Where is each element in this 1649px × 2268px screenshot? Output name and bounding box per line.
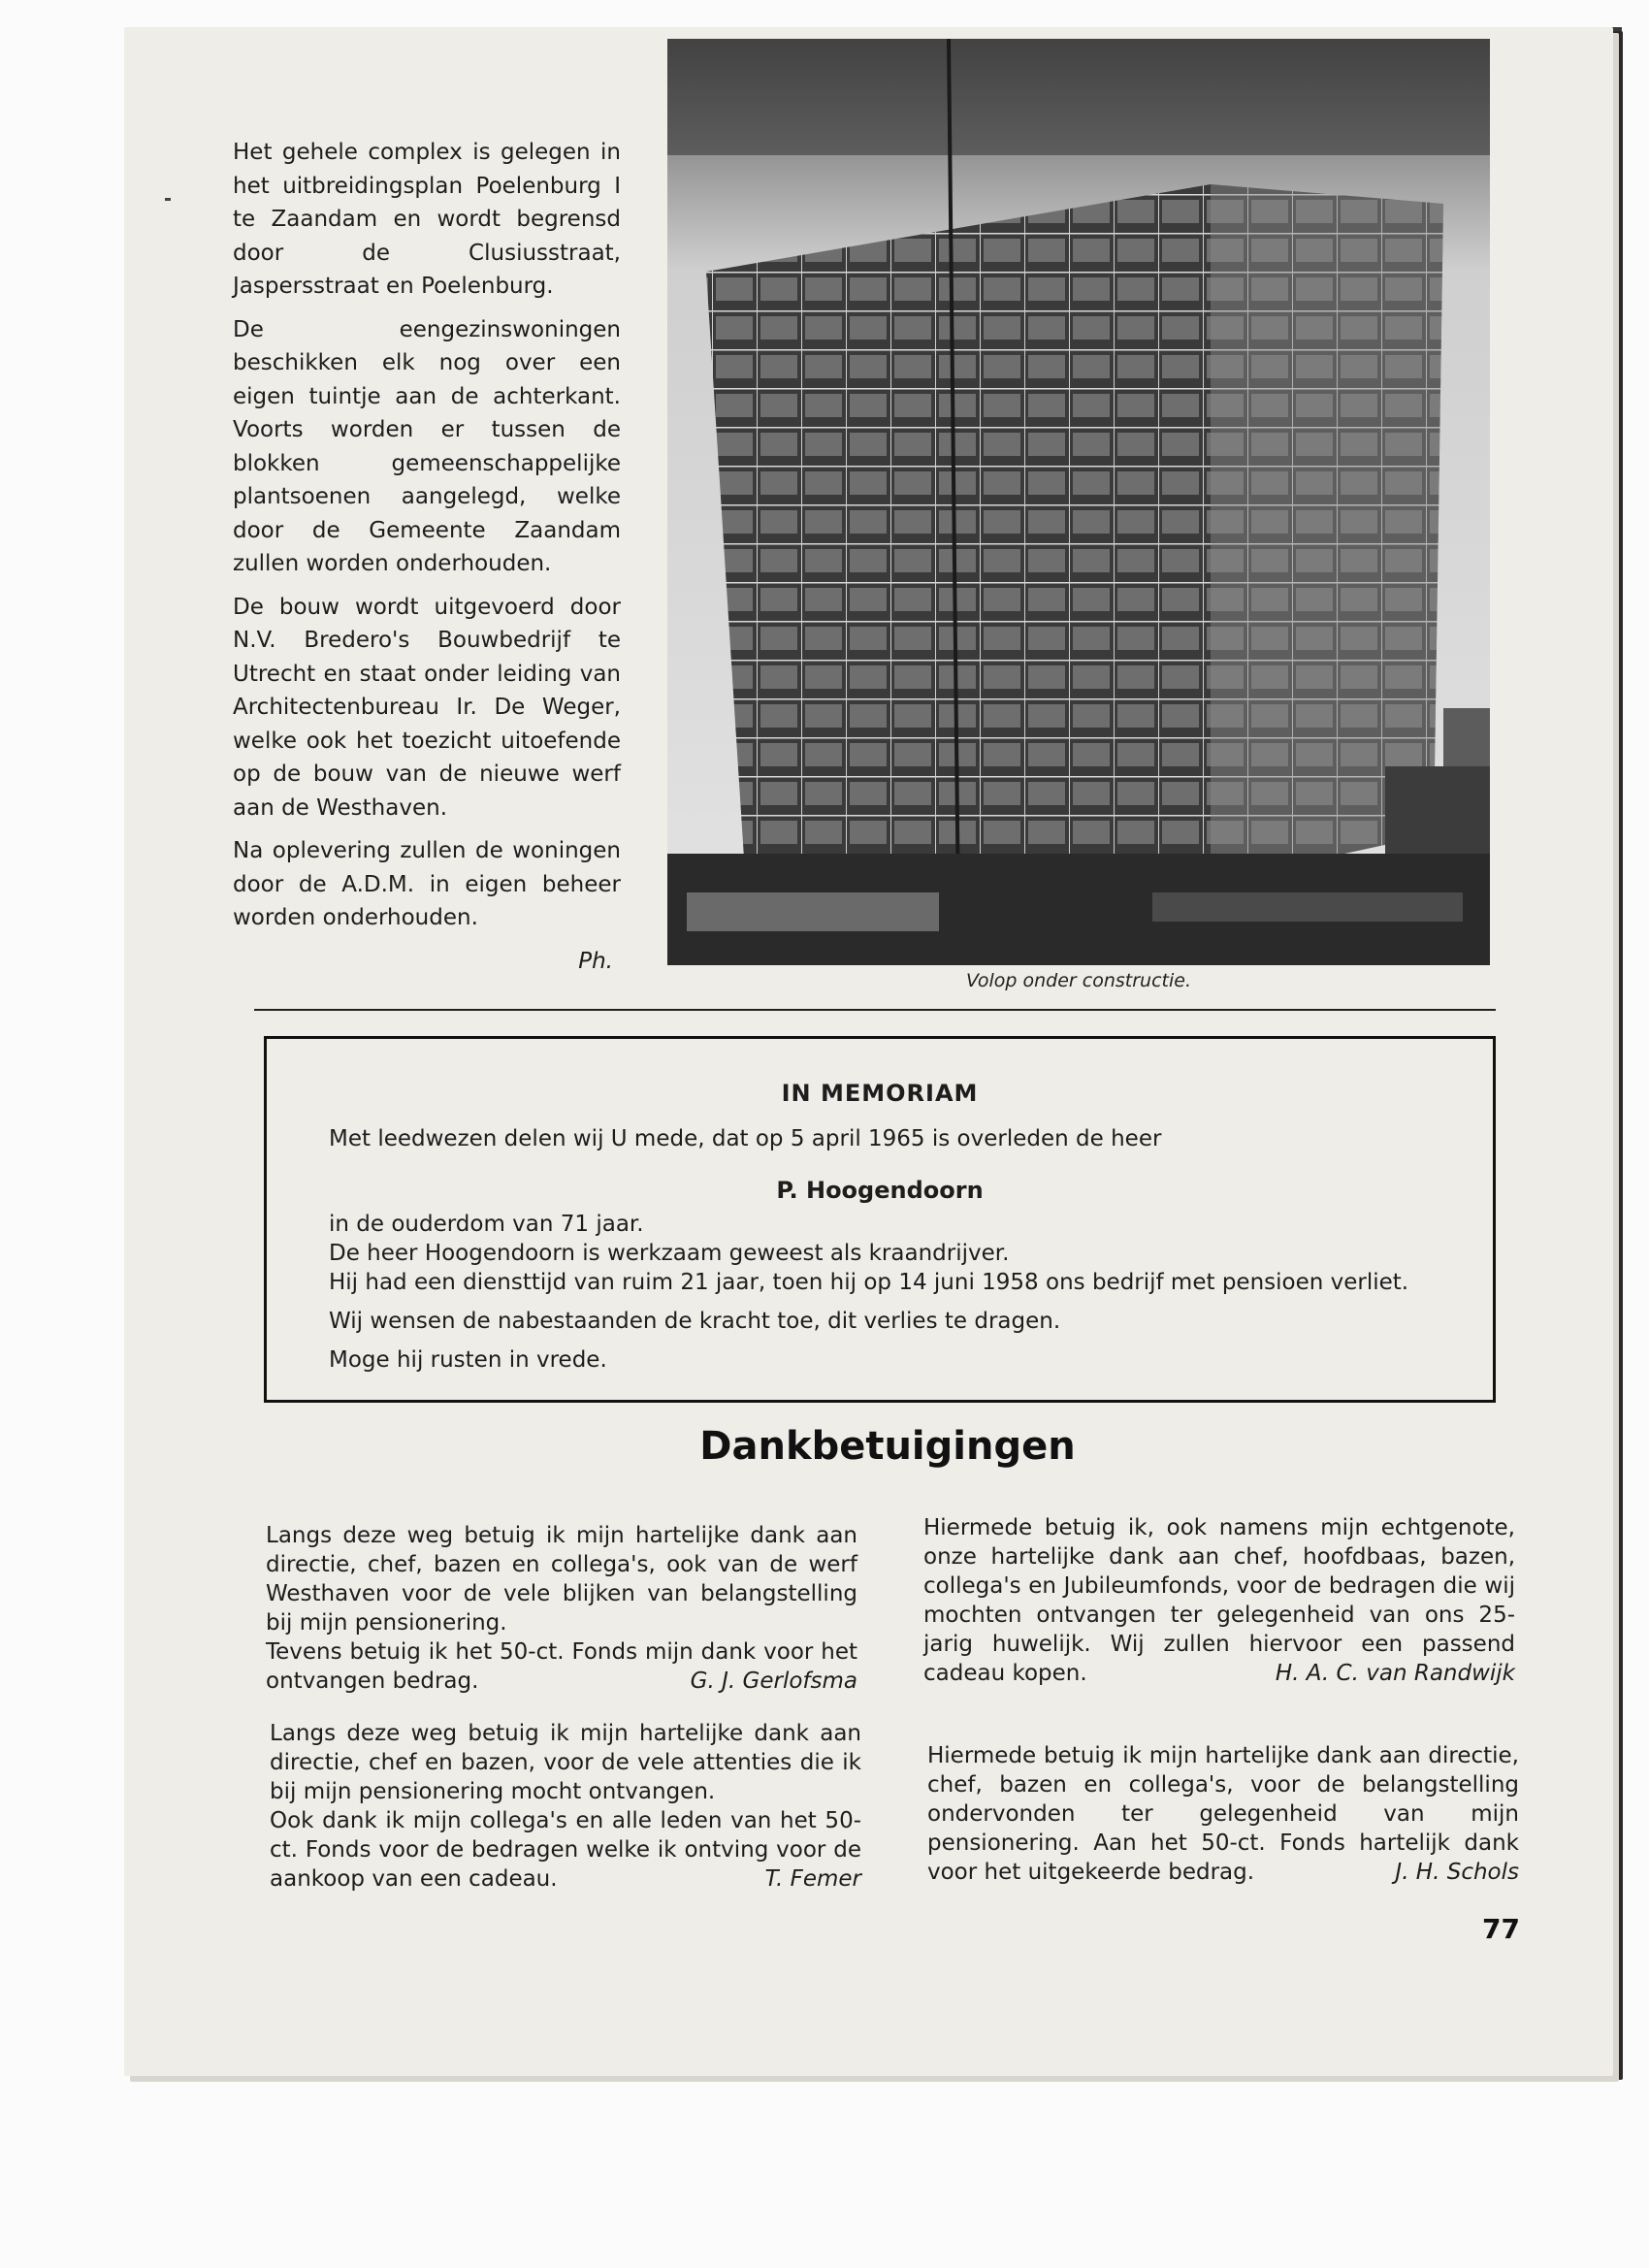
photo-caption: Volop onder constructie. (966, 970, 1191, 991)
thanks-item-4-text: Hiermede betuig ik mijn hartelijke dank aan directie, chef, bazen en collega's, voor de belangstelling ondervonden ter gelegenheid van mijn pensionering. Aan het 50-ct. Fonds hartelijk dank voor het uitgekeerde bedrag. (927, 1743, 1519, 1885)
thanks-item-2-text-2: Ook dank ik mijn collega's en alle leden van het 50-ct. Fonds voor de bedragen welke ik ontving voor de aankoop van een cadeau. (270, 1808, 861, 1892)
thanks-item-1-text-1: Langs deze weg betuig ik mijn hartelijke dank aan directie, chef, bazen en collega's, ook van de werf Westhaven voor de vele blijken van belangstelling bij mijn pensionering. (266, 1523, 857, 1636)
thanks-item-4 (927, 1741, 1519, 1887)
thanks-item-2-signature: T. Femer (764, 1866, 861, 1892)
memoriam-line-3: De heer Hoogendoorn is werkzaam geweest als kraandrijver. (329, 1241, 1010, 1266)
in-memoriam-box (264, 1036, 1496, 1403)
thanks-item-1 (266, 1521, 857, 1696)
intro-paragraph-1: Het gehele complex is gelegen in het uitbreidingsplan Poelenburg I te Zaandam en wordt begrensd door de Clusiusstraat, Jaspersstraat en Poelenburg. (233, 140, 621, 299)
thanks-item-3 (923, 1513, 1515, 1688)
thanks-item-4-signature: J. H. Schols (1395, 1860, 1519, 1885)
memoriam-line-5: Wij wensen de nabestaanden de kracht toe, dit verlies te dragen. (329, 1309, 1061, 1334)
intro-paragraph-2: De eengezinswoningen beschikken elk nog over een eigen tuintje aan de achterkant. Voorts worden er tussen de blokken gemeenschappelijke plantsoenen aangelegd, welke door de Gemeente Zaandam zullen worden onderhouden. (233, 316, 621, 576)
thanks-item-2 (270, 1719, 861, 1894)
memoriam-line-6: Moge hij rusten in vrede. (329, 1347, 607, 1373)
memoriam-line-4: Hij had een diensttijd van ruim 21 jaar, toen hij op 14 juni 1958 ons bedrijf met pensioen verliet. (329, 1270, 1409, 1295)
thanks-heading: Dankbetuigingen (699, 1424, 1076, 1469)
intro-paragraph-4: Na oplevering zullen de woningen door de A.D.M. in eigen beheer worden onderhouden. (233, 838, 621, 930)
thanks-item-3-text: Hiermede betuig ik, ook namens mijn echtgenote, onze hartelijke dank aan chef, hoofdbaas, bazen, collega's en Jubileumfonds, voor de bedragen die wij mochten ontvangen ter gelegenheid van ons 25-jarig huwelijk. Wij zullen hiervoor een passend cadeau kopen. (923, 1515, 1515, 1686)
memoriam-line-2: in de ouderdom van 71 jaar. (329, 1212, 644, 1237)
thanks-item-1-text-2: Tevens betuig ik het 50-ct. Fonds mijn dank voor het ontvangen bedrag. (266, 1639, 857, 1694)
scan-speck (165, 198, 171, 201)
memoriam-title: IN MEMORIAM (781, 1080, 979, 1107)
intro-article (233, 136, 621, 978)
construction-photo (667, 39, 1490, 965)
thanks-item-3-signature: H. A. C. van Randwijk (1275, 1661, 1515, 1686)
scaffolded-building-image (667, 39, 1490, 965)
intro-signature: Ph. (578, 948, 613, 974)
memoriam-name: P. Hoogendoorn (776, 1177, 984, 1204)
intro-paragraph-3: De bouw wordt uitgevoerd door N.V. Bredero's Bouwbedrijf te Utrecht en staat onder leiding van Architectenbureau Ir. De Weger, welke ook het toezicht uitoefende op de bouw van de nieuwe werf aan de Westhaven. (233, 594, 621, 821)
thanks-item-1-signature: G. J. Gerlofsma (690, 1669, 857, 1694)
section-divider (254, 1009, 1496, 1011)
page-number: 77 (1482, 1913, 1520, 1945)
memoriam-line-1: Met leedwezen delen wij U mede, dat op 5 april 1965 is overleden de heer (329, 1126, 1162, 1151)
thanks-item-2-text-1: Langs deze weg betuig ik mijn hartelijke dank aan directie, chef en bazen, voor de vele attenties die ik bij mijn pensionering mocht ontvangen. (270, 1721, 861, 1804)
